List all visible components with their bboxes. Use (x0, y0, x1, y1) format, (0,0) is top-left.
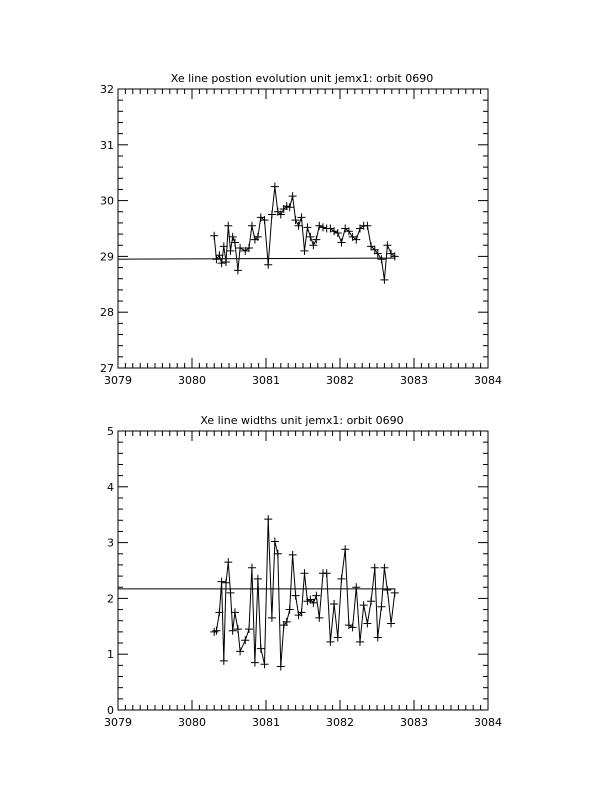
x-tick-label: 3079 (104, 374, 132, 387)
data-series (214, 187, 395, 280)
data-point (218, 578, 226, 586)
series-line (214, 187, 395, 280)
chart-title: Xe line widths unit jemx1: orbit 0690 (200, 414, 404, 427)
data-point (292, 592, 300, 600)
x-tick-label: 3084 (474, 716, 502, 729)
data-point (323, 569, 331, 577)
data-point (374, 633, 382, 641)
x-tick-label: 3080 (178, 374, 206, 387)
data-point (222, 579, 230, 587)
data-point (380, 276, 388, 284)
data-point (226, 247, 234, 255)
y-tick-label: 5 (107, 425, 114, 438)
data-point (319, 223, 327, 231)
plot-frame (118, 431, 488, 710)
data-point (234, 266, 242, 274)
data-point (352, 583, 360, 591)
data-point (383, 586, 391, 594)
data-point (245, 625, 253, 633)
data-point (337, 575, 345, 583)
reference-line-path (118, 258, 396, 259)
data-point (356, 638, 364, 646)
data-point (251, 659, 259, 667)
data-point (286, 606, 294, 614)
y-tick-labels (107, 425, 114, 717)
data-point (257, 645, 265, 653)
data-point (224, 558, 232, 566)
data-point (337, 238, 345, 246)
data-point (289, 551, 297, 559)
data-point (341, 545, 349, 553)
x-tick-labels (104, 374, 502, 387)
data-point (377, 603, 385, 611)
data-point (315, 614, 323, 622)
data-point (248, 222, 256, 230)
data-point (363, 620, 371, 628)
data-point (312, 592, 320, 600)
y-tick-label: 3 (107, 536, 114, 550)
x-tick-label: 3080 (178, 716, 206, 729)
data-point (303, 223, 311, 231)
axis-ticks (118, 431, 488, 710)
data-point (360, 601, 368, 609)
data-point (387, 620, 395, 628)
data-point (349, 623, 357, 631)
data-point (334, 229, 342, 237)
data-point (229, 627, 237, 635)
data-point (241, 636, 249, 644)
data-markers (210, 515, 399, 670)
y-tick-label: 1 (107, 648, 114, 662)
data-point (271, 183, 279, 191)
data-point (254, 575, 262, 583)
data-point (236, 647, 244, 655)
x-tick-label: 3081 (252, 716, 280, 729)
y-tick-label: 27 (100, 362, 114, 375)
x-tick-label: 3079 (104, 716, 132, 729)
data-point (334, 633, 342, 641)
data-point (300, 569, 308, 577)
data-point (261, 660, 269, 668)
data-point (234, 625, 242, 633)
data-point (212, 627, 220, 635)
x-tick-label: 3083 (400, 374, 428, 387)
data-point (383, 241, 391, 249)
x-tick-label: 3082 (326, 716, 354, 729)
y-tick-label: 4 (107, 480, 114, 494)
x-tick-label: 3081 (252, 374, 280, 387)
data-point (300, 247, 308, 255)
data-point (315, 222, 323, 230)
data-point (371, 564, 379, 572)
reference-line (118, 258, 396, 259)
data-point (380, 564, 388, 572)
chart-title: Xe line postion evolution unit jemx1: orbit 0690 (170, 72, 434, 85)
data-point (268, 614, 276, 622)
y-tick-label: 32 (100, 83, 114, 96)
data-point (345, 621, 353, 629)
data-point (326, 638, 334, 646)
series-line (214, 519, 395, 666)
data-point (330, 600, 338, 608)
x-tick-labels (104, 716, 502, 729)
data-point (277, 662, 285, 670)
data-point (377, 255, 385, 263)
data-point (226, 589, 234, 597)
data-series (214, 519, 395, 666)
y-tick-labels (100, 83, 114, 375)
y-tick-label: 31 (100, 138, 114, 152)
data-point (264, 261, 272, 269)
y-tick-label: 28 (100, 306, 114, 320)
width-chart (104, 414, 502, 729)
y-tick-label: 0 (107, 704, 114, 717)
data-point (391, 589, 399, 597)
data-point (289, 192, 297, 200)
data-point (248, 564, 256, 572)
x-tick-label: 3082 (326, 374, 354, 387)
data-point (367, 597, 375, 605)
x-tick-label: 3083 (400, 716, 428, 729)
data-point (264, 515, 272, 523)
y-tick-label: 2 (107, 592, 114, 606)
data-point (363, 222, 371, 230)
data-point (224, 222, 232, 230)
position-chart (100, 72, 502, 387)
data-point (210, 232, 218, 240)
data-point (271, 537, 279, 545)
data-point (220, 657, 228, 665)
data-point (218, 259, 226, 267)
x-tick-label: 3084 (474, 374, 502, 387)
y-tick-label: 30 (100, 194, 114, 208)
y-tick-label: 29 (100, 250, 114, 264)
data-point (274, 550, 282, 558)
